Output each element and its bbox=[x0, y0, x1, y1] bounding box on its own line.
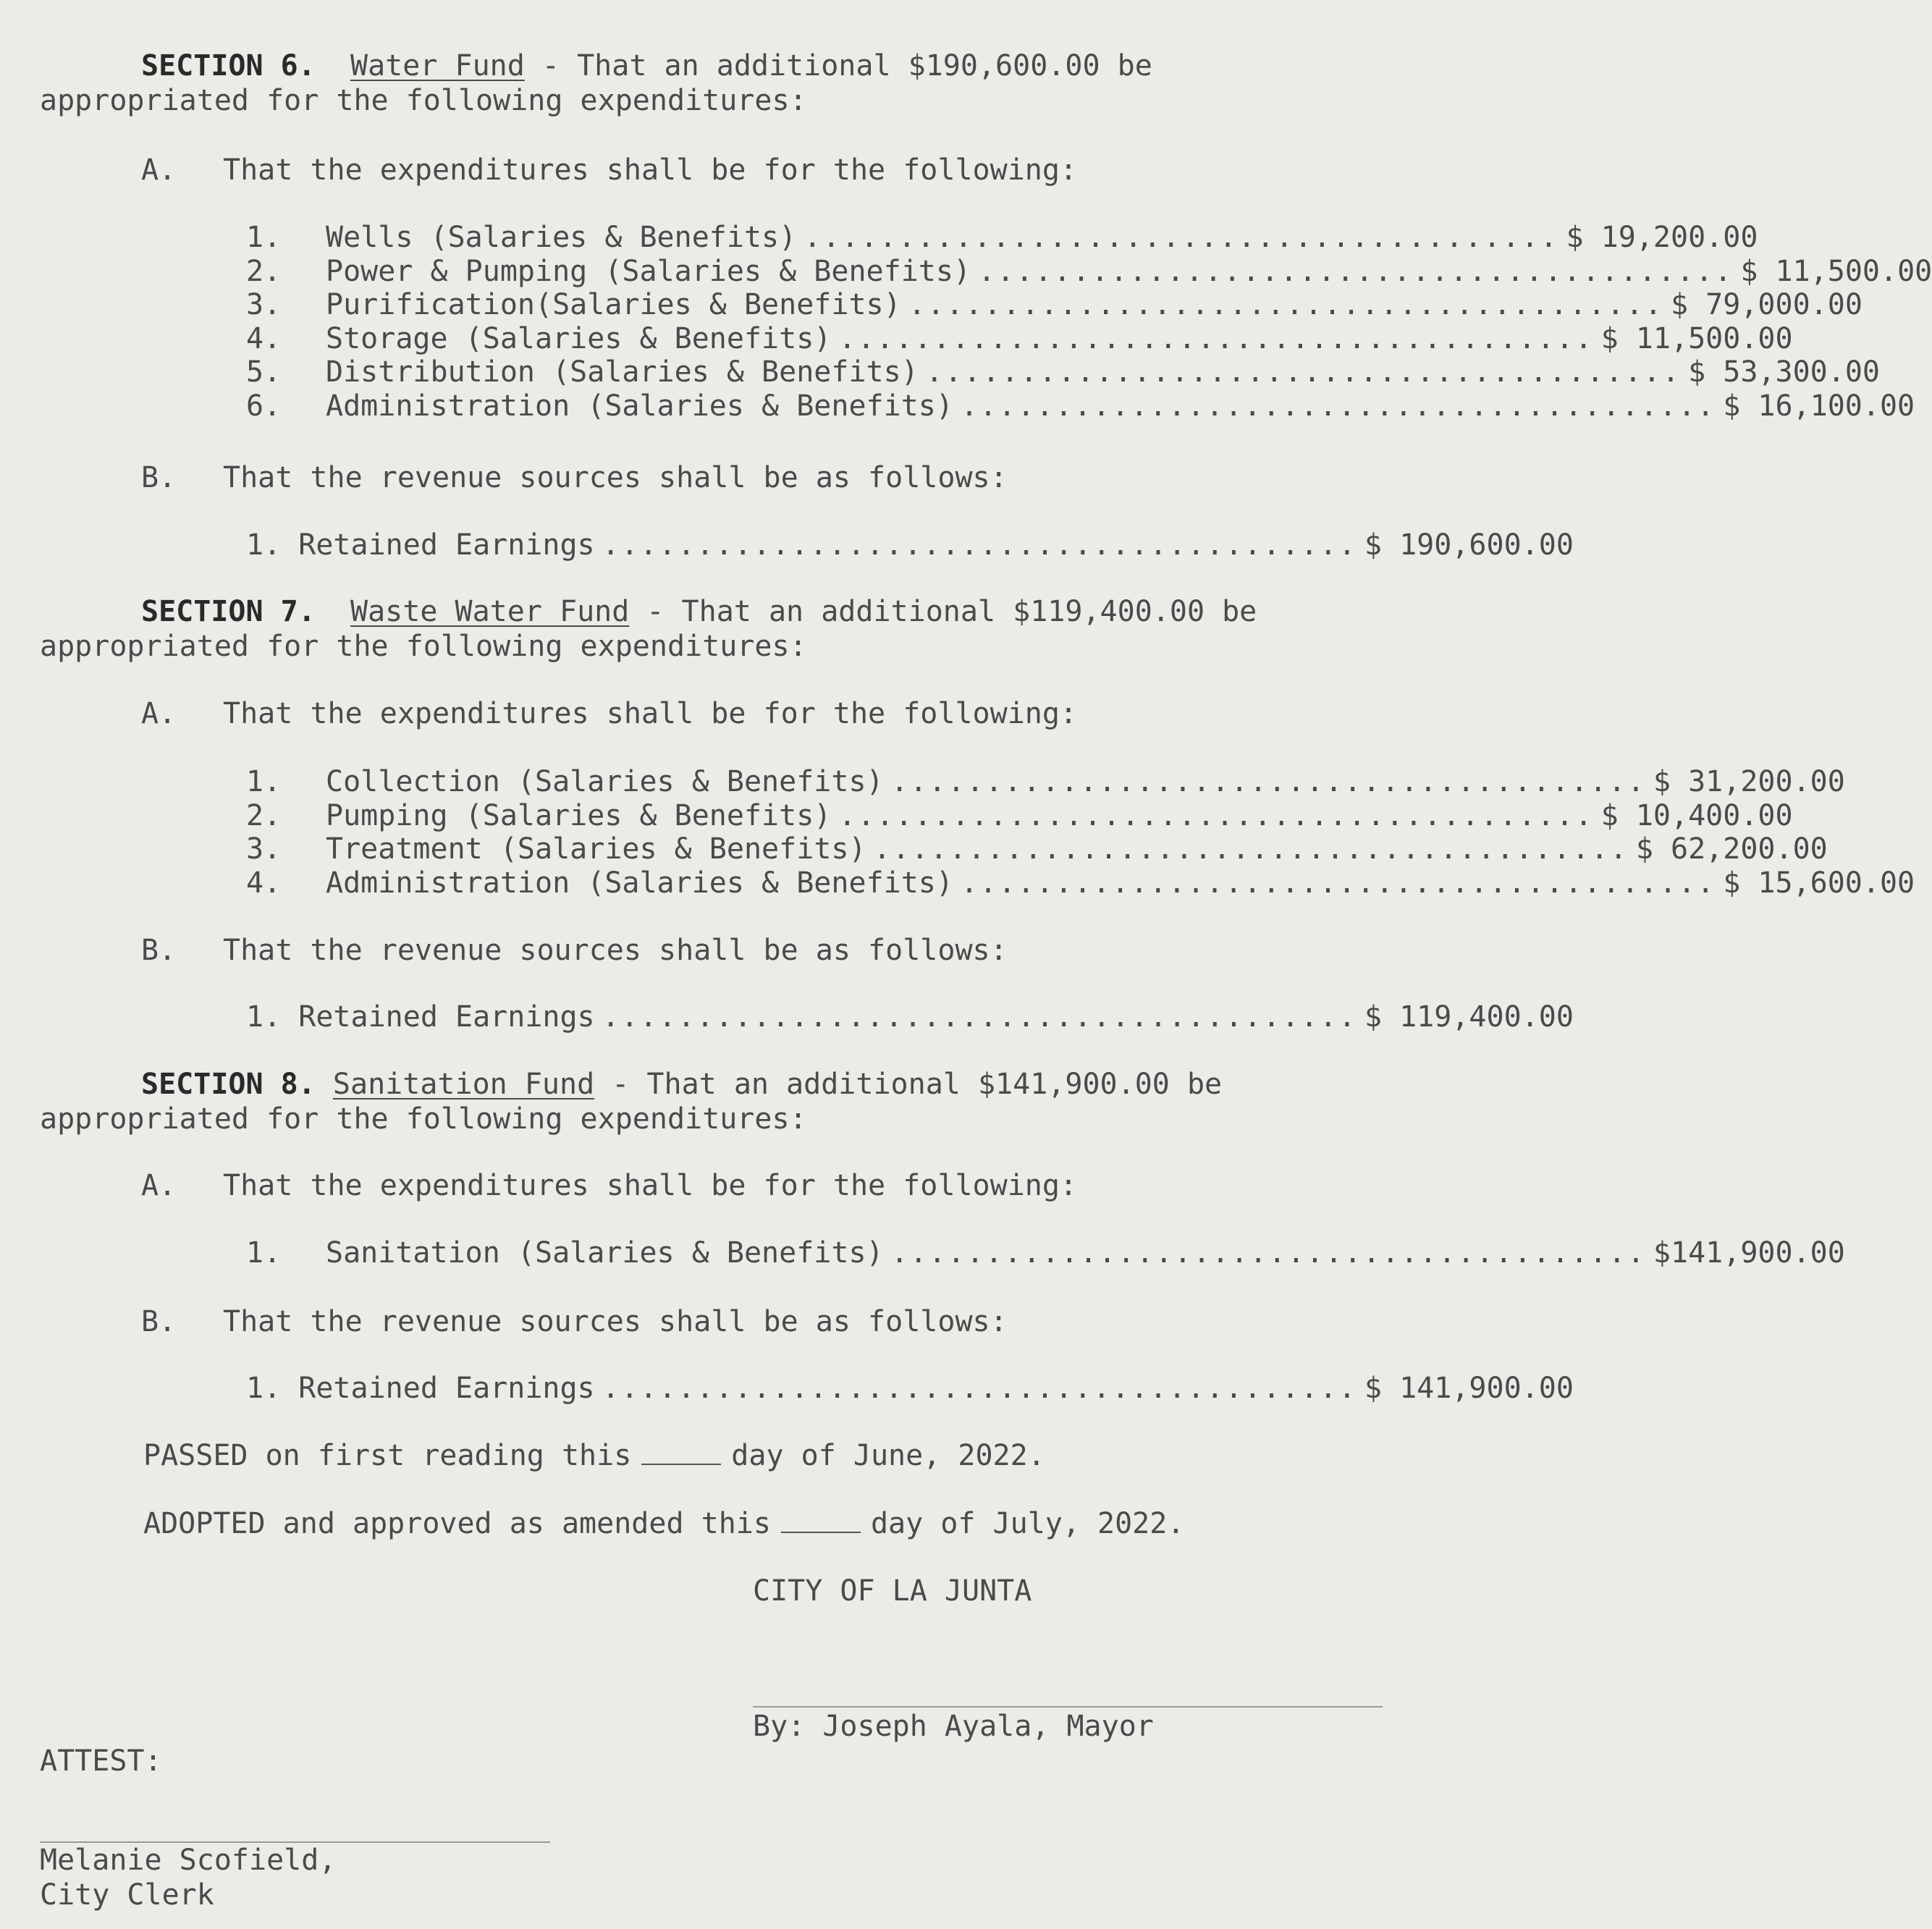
section-6-a-label: A. bbox=[141, 153, 177, 187]
expenditure-row bbox=[246, 1236, 1845, 1270]
leader-dots: ........................................ bbox=[908, 288, 1663, 321]
item-number: 6. bbox=[246, 389, 282, 423]
leader-dots: ........................................ bbox=[602, 1372, 1357, 1405]
item-number: 1. bbox=[246, 765, 282, 798]
leader-dots: ........................................ bbox=[602, 528, 1357, 562]
item-description: Collection (Salaries & Benefits) bbox=[326, 765, 884, 798]
item-number: 3. bbox=[246, 832, 282, 866]
item-amount: $ 15,600.00 bbox=[1723, 866, 1915, 900]
clerk-signature-line bbox=[40, 1841, 550, 1843]
section-8-intro: - That an additional $141,900.00 be bbox=[594, 1068, 1223, 1101]
item-amount: $ 16,100.00 bbox=[1723, 389, 1915, 423]
section-7-fund-name: Waste Water Fund bbox=[350, 595, 630, 628]
expenditure-row bbox=[246, 221, 1758, 254]
revenue-amount: $ 141,900.00 bbox=[1364, 1372, 1574, 1405]
section-6-continuation: appropriated for the following expenditures: bbox=[40, 84, 807, 117]
leader-dots: ........................................ bbox=[838, 798, 1594, 832]
item-description: Pumping (Salaries & Benefits) bbox=[326, 798, 832, 832]
section-6-revenue-row bbox=[246, 528, 1574, 562]
leader-dots: ........................................ bbox=[838, 321, 1594, 355]
revenue-label: 1. Retained Earnings bbox=[246, 1000, 595, 1034]
item-number: 5. bbox=[246, 355, 282, 389]
expenditure-row bbox=[246, 355, 1880, 389]
mayor-signature-line bbox=[753, 1706, 1383, 1708]
item-amount: $ 31,200.00 bbox=[1653, 765, 1845, 798]
leader-dots: ........................................ bbox=[803, 221, 1559, 254]
item-number: 4. bbox=[246, 321, 282, 355]
item-amount: $141,900.00 bbox=[1653, 1236, 1845, 1270]
item-number: 2. bbox=[246, 254, 282, 288]
passed-date-text: day of June, 2022. bbox=[731, 1439, 1045, 1472]
section-6-b-text: That the revenue sources shall be as follows: bbox=[223, 461, 1008, 494]
revenue-amount: $ 190,600.00 bbox=[1364, 528, 1574, 562]
section-8-a-label: A. bbox=[141, 1169, 177, 1202]
section-6-intro: - That an additional $190,600.00 be bbox=[524, 49, 1152, 83]
item-description: Wells (Salaries & Benefits) bbox=[326, 221, 797, 254]
section-7-a-label: A. bbox=[141, 697, 177, 730]
clerk-name: Melanie Scofield, bbox=[40, 1844, 337, 1877]
leader-dots: ........................................ bbox=[890, 765, 1646, 798]
adopted-date-text: day of July, 2022. bbox=[870, 1507, 1185, 1540]
item-amount: $ 79,000.00 bbox=[1671, 288, 1863, 321]
item-amount: $ 11,500.00 bbox=[1600, 321, 1793, 355]
section-8-b-label: B. bbox=[141, 1305, 177, 1338]
revenue-label: 1. Retained Earnings bbox=[246, 1372, 595, 1405]
item-amount: $ 53,300.00 bbox=[1688, 355, 1880, 389]
city-name: CITY OF LA JUNTA bbox=[753, 1574, 1032, 1608]
item-description: Administration (Salaries & Benefits) bbox=[326, 389, 953, 423]
leader-dots: ........................................ bbox=[873, 832, 1629, 866]
passed-line bbox=[143, 1439, 1045, 1472]
section-6-b-label: B. bbox=[141, 461, 177, 494]
leader-dots: ........................................ bbox=[925, 355, 1682, 389]
item-description: Sanitation (Salaries & Benefits) bbox=[326, 1236, 884, 1270]
item-number: 4. bbox=[246, 866, 282, 900]
item-number: 1. bbox=[246, 1236, 282, 1270]
section-8-label: SECTION 8. bbox=[141, 1068, 316, 1101]
mayor-signature: By: Joseph Ayala, Mayor bbox=[753, 1710, 1154, 1743]
expenditure-row bbox=[246, 288, 1863, 321]
section-8-heading bbox=[141, 1068, 1222, 1101]
expenditure-row bbox=[246, 765, 1845, 798]
section-6-label: SECTION 6. bbox=[141, 49, 316, 83]
item-amount: $ 19,200.00 bbox=[1566, 221, 1758, 254]
expenditure-row bbox=[246, 254, 1932, 288]
item-description: Storage (Salaries & Benefits) bbox=[326, 321, 832, 355]
section-7-b-text: That the revenue sources shall be as follows: bbox=[223, 934, 1008, 967]
leader-dots: ........................................ bbox=[602, 1000, 1357, 1034]
adopted-text: ADOPTED and approved as amended this bbox=[143, 1507, 771, 1540]
section-6-fund-name: Water Fund bbox=[350, 49, 525, 83]
section-6-a-text: That the expenditures shall be for the following: bbox=[223, 153, 1078, 187]
section-7-a-text: That the expenditures shall be for the following: bbox=[223, 697, 1078, 730]
passed-day-blank bbox=[641, 1439, 721, 1465]
adopted-day-blank bbox=[781, 1507, 861, 1533]
item-description: Power & Pumping (Salaries & Benefits) bbox=[326, 254, 971, 288]
expenditure-row bbox=[246, 798, 1793, 832]
expenditure-row bbox=[246, 832, 1828, 866]
expenditure-row bbox=[246, 321, 1793, 355]
item-amount: $ 11,500.00 bbox=[1740, 254, 1932, 288]
section-7-b-label: B. bbox=[141, 934, 177, 967]
section-8-revenue-row bbox=[246, 1372, 1574, 1405]
section-7-label: SECTION 7. bbox=[141, 595, 316, 628]
passed-text: PASSED on first reading this bbox=[143, 1439, 632, 1472]
item-description: Administration (Salaries & Benefits) bbox=[326, 866, 953, 900]
section-7-revenue-row bbox=[246, 1000, 1574, 1034]
expenditure-row bbox=[246, 866, 1915, 900]
leader-dots: ........................................ bbox=[890, 1236, 1646, 1270]
section-8-a-text: That the expenditures shall be for the following: bbox=[223, 1169, 1078, 1202]
section-7-intro: - That an additional $119,400.00 be bbox=[629, 595, 1257, 628]
section-7-heading bbox=[141, 595, 1257, 628]
section-8-continuation: appropriated for the following expenditures: bbox=[40, 1102, 807, 1136]
revenue-amount: $ 119,400.00 bbox=[1364, 1000, 1574, 1034]
item-description: Purification(Salaries & Benefits) bbox=[326, 288, 901, 321]
section-8-fund-name: Sanitation Fund bbox=[332, 1068, 595, 1101]
section-8-b-text: That the revenue sources shall be as follows: bbox=[223, 1305, 1008, 1338]
leader-dots: ........................................ bbox=[978, 254, 1734, 288]
clerk-title: City Clerk bbox=[40, 1878, 214, 1912]
leader-dots: ........................................ bbox=[960, 389, 1716, 423]
item-number: 2. bbox=[246, 798, 282, 832]
adopted-line bbox=[143, 1507, 1184, 1540]
attest-label: ATTEST: bbox=[40, 1744, 162, 1778]
section-6-heading bbox=[141, 49, 1152, 83]
item-amount: $ 10,400.00 bbox=[1600, 798, 1793, 832]
expenditure-row bbox=[246, 389, 1915, 423]
revenue-label: 1. Retained Earnings bbox=[246, 528, 595, 562]
item-description: Treatment (Salaries & Benefits) bbox=[326, 832, 866, 866]
item-number: 3. bbox=[246, 288, 282, 321]
item-number: 1. bbox=[246, 221, 282, 254]
item-description: Distribution (Salaries & Benefits) bbox=[326, 355, 919, 389]
item-amount: $ 62,200.00 bbox=[1635, 832, 1828, 866]
leader-dots: ........................................ bbox=[960, 866, 1716, 900]
section-7-continuation: appropriated for the following expenditures: bbox=[40, 630, 807, 663]
